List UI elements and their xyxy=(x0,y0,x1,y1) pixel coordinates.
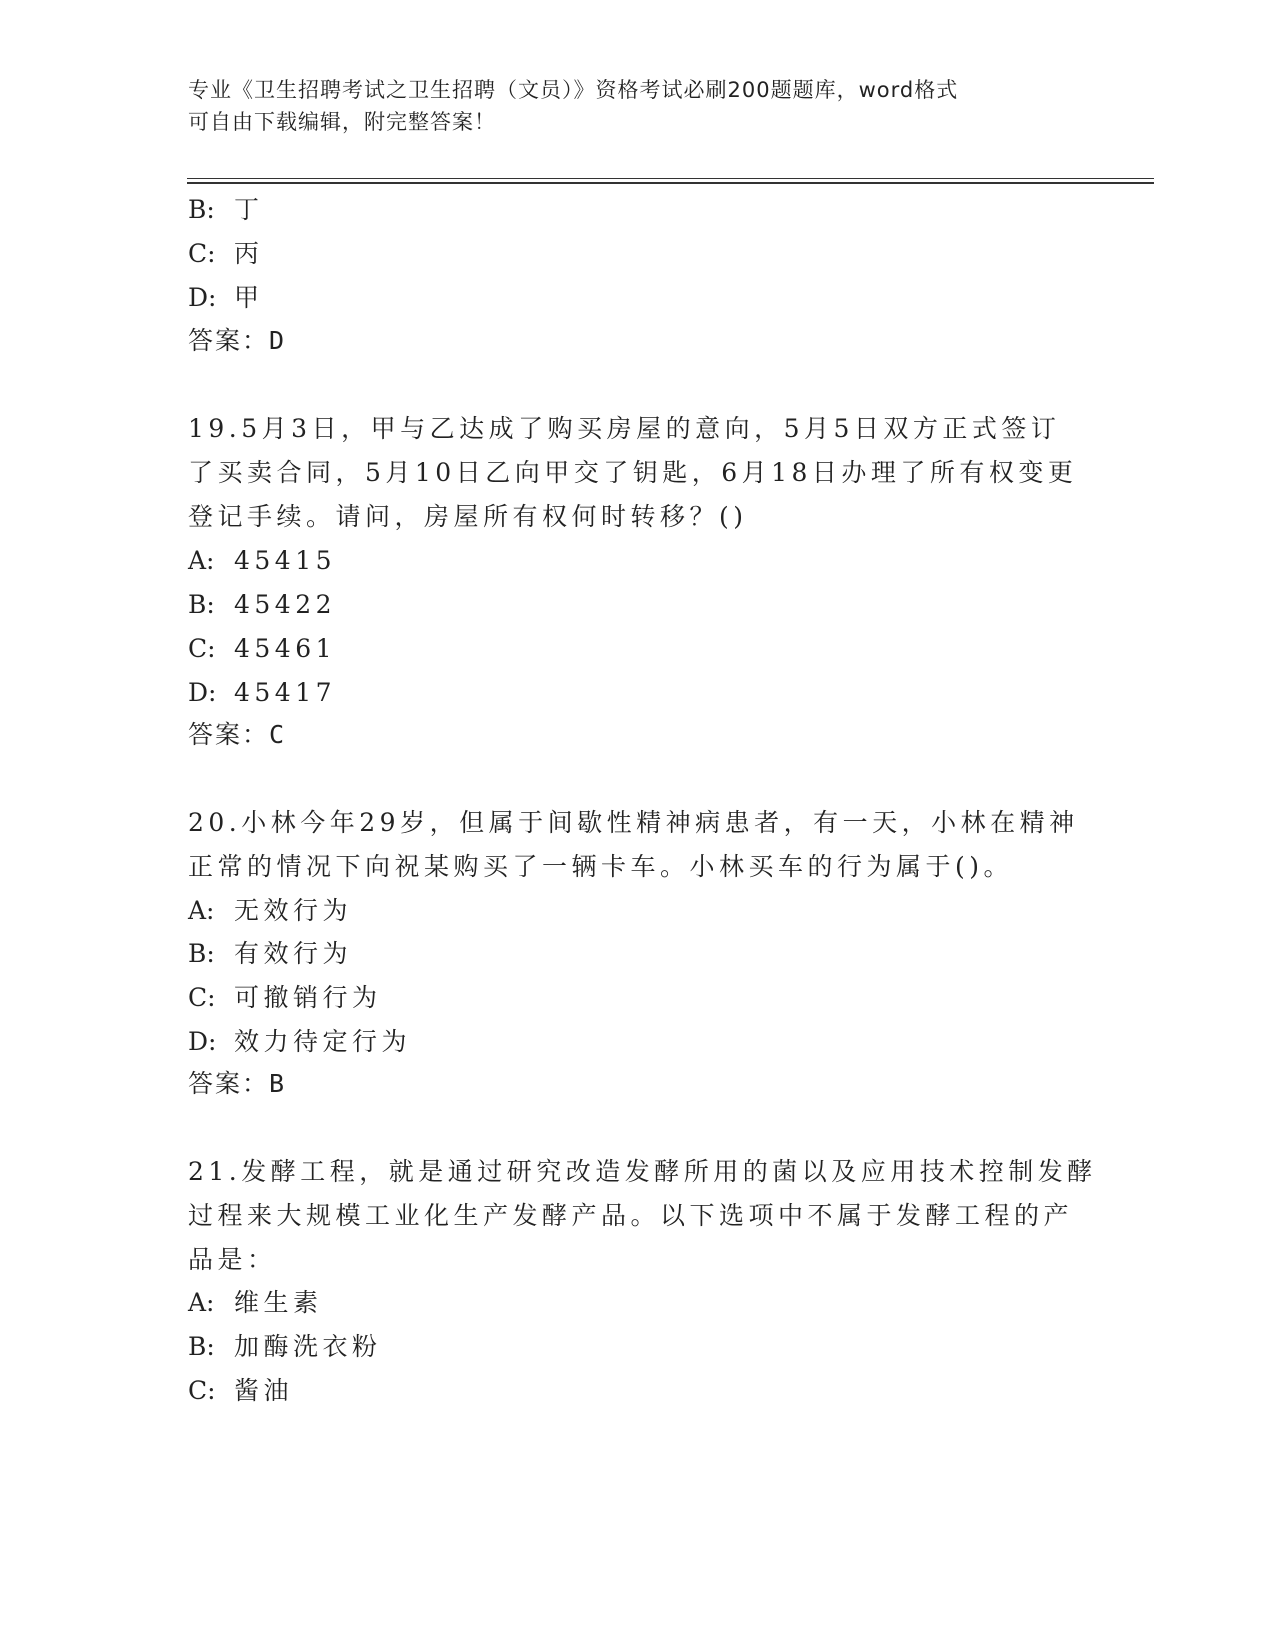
question-21-line-1: 21.发酵工程，就是通过研究改造发酵所用的菌以及应用技术控制发酵 xyxy=(188,1157,1097,1186)
option-text: 45422 xyxy=(234,590,337,619)
option-row xyxy=(188,981,382,1015)
option-letter: B: xyxy=(188,195,215,224)
option-row xyxy=(188,588,336,622)
answer-row xyxy=(188,718,284,752)
option-text: 45415 xyxy=(234,546,337,575)
question-21-line-3: 品是： xyxy=(188,1245,277,1274)
question-19-line-3: 登记手续。请问，房屋所有权何时转移？() xyxy=(188,502,748,531)
option-row xyxy=(188,281,264,315)
option-row xyxy=(188,676,336,710)
option-letter: A: xyxy=(188,546,215,575)
option-row xyxy=(188,632,336,666)
option-row xyxy=(188,1374,293,1408)
option-text: 45461 xyxy=(234,634,337,663)
option-letter: B: xyxy=(188,590,215,619)
answer-value: D xyxy=(269,326,285,355)
question-20-line-2: 正常的情况下向祝某购买了一辆卡车。小林买车的行为属于()。 xyxy=(188,852,1014,881)
answer-label: 答案： xyxy=(188,1069,270,1098)
header-title-line-2: 可自由下载编辑，附完整答案！ xyxy=(188,110,496,134)
option-letter: C: xyxy=(188,1376,216,1405)
page-header xyxy=(188,74,1068,138)
option-text: 加酶洗衣粉 xyxy=(234,1332,382,1361)
option-row xyxy=(188,1286,323,1320)
option-row xyxy=(188,937,352,971)
answer-value: B xyxy=(269,1069,285,1098)
option-row xyxy=(188,1025,411,1059)
answer-row xyxy=(188,324,284,358)
answer-label: 答案： xyxy=(188,720,270,749)
question-19-line-1: 19.5月3日，甲与乙达成了购买房屋的意向，5月5日双方正式签订 xyxy=(188,414,1061,443)
option-letter: B: xyxy=(188,1332,215,1361)
option-row xyxy=(188,193,264,227)
option-letter: A: xyxy=(188,896,215,925)
header-title-line-1: 专业《卫生招聘考试之卫生招聘（文员）》资格考试必刷200题题库，word格式 xyxy=(188,78,959,102)
answer-label: 答案： xyxy=(188,326,270,355)
header-divider-thin xyxy=(187,178,1154,179)
option-text: 可撤销行为 xyxy=(234,983,382,1012)
option-letter: C: xyxy=(188,983,216,1012)
option-text: 无效行为 xyxy=(234,896,353,925)
answer-value: C xyxy=(269,720,285,749)
option-row xyxy=(188,894,352,928)
option-text: 甲 xyxy=(234,283,264,312)
option-text: 效力待定行为 xyxy=(234,1027,412,1056)
option-letter: C: xyxy=(188,239,216,268)
option-row xyxy=(188,237,264,271)
option-letter: B: xyxy=(188,939,215,968)
option-row xyxy=(188,1330,382,1364)
option-text: 维生素 xyxy=(234,1288,323,1317)
option-row xyxy=(188,544,336,578)
option-text: 有效行为 xyxy=(234,939,353,968)
option-letter: D: xyxy=(188,1027,217,1056)
option-text: 丙 xyxy=(234,239,264,268)
question-19-line-2: 了买卖合同，5月10日乙向甲交了钥匙，6月18日办理了所有权变更 xyxy=(188,458,1078,487)
option-letter: D: xyxy=(188,678,217,707)
option-letter: D: xyxy=(188,283,217,312)
option-text: 45417 xyxy=(234,678,337,707)
header-divider-thick xyxy=(187,182,1154,184)
option-letter: C: xyxy=(188,634,216,663)
answer-row xyxy=(188,1067,284,1101)
option-text: 丁 xyxy=(234,195,264,224)
question-21-line-2: 过程来大规模工业化生产发酵产品。以下选项中不属于发酵工程的产 xyxy=(188,1201,1074,1230)
question-20-line-1: 20.小林今年29岁，但属于间歇性精神病患者，有一天，小林在精神 xyxy=(188,808,1079,837)
option-letter: A: xyxy=(188,1288,215,1317)
option-text: 酱油 xyxy=(234,1376,294,1405)
